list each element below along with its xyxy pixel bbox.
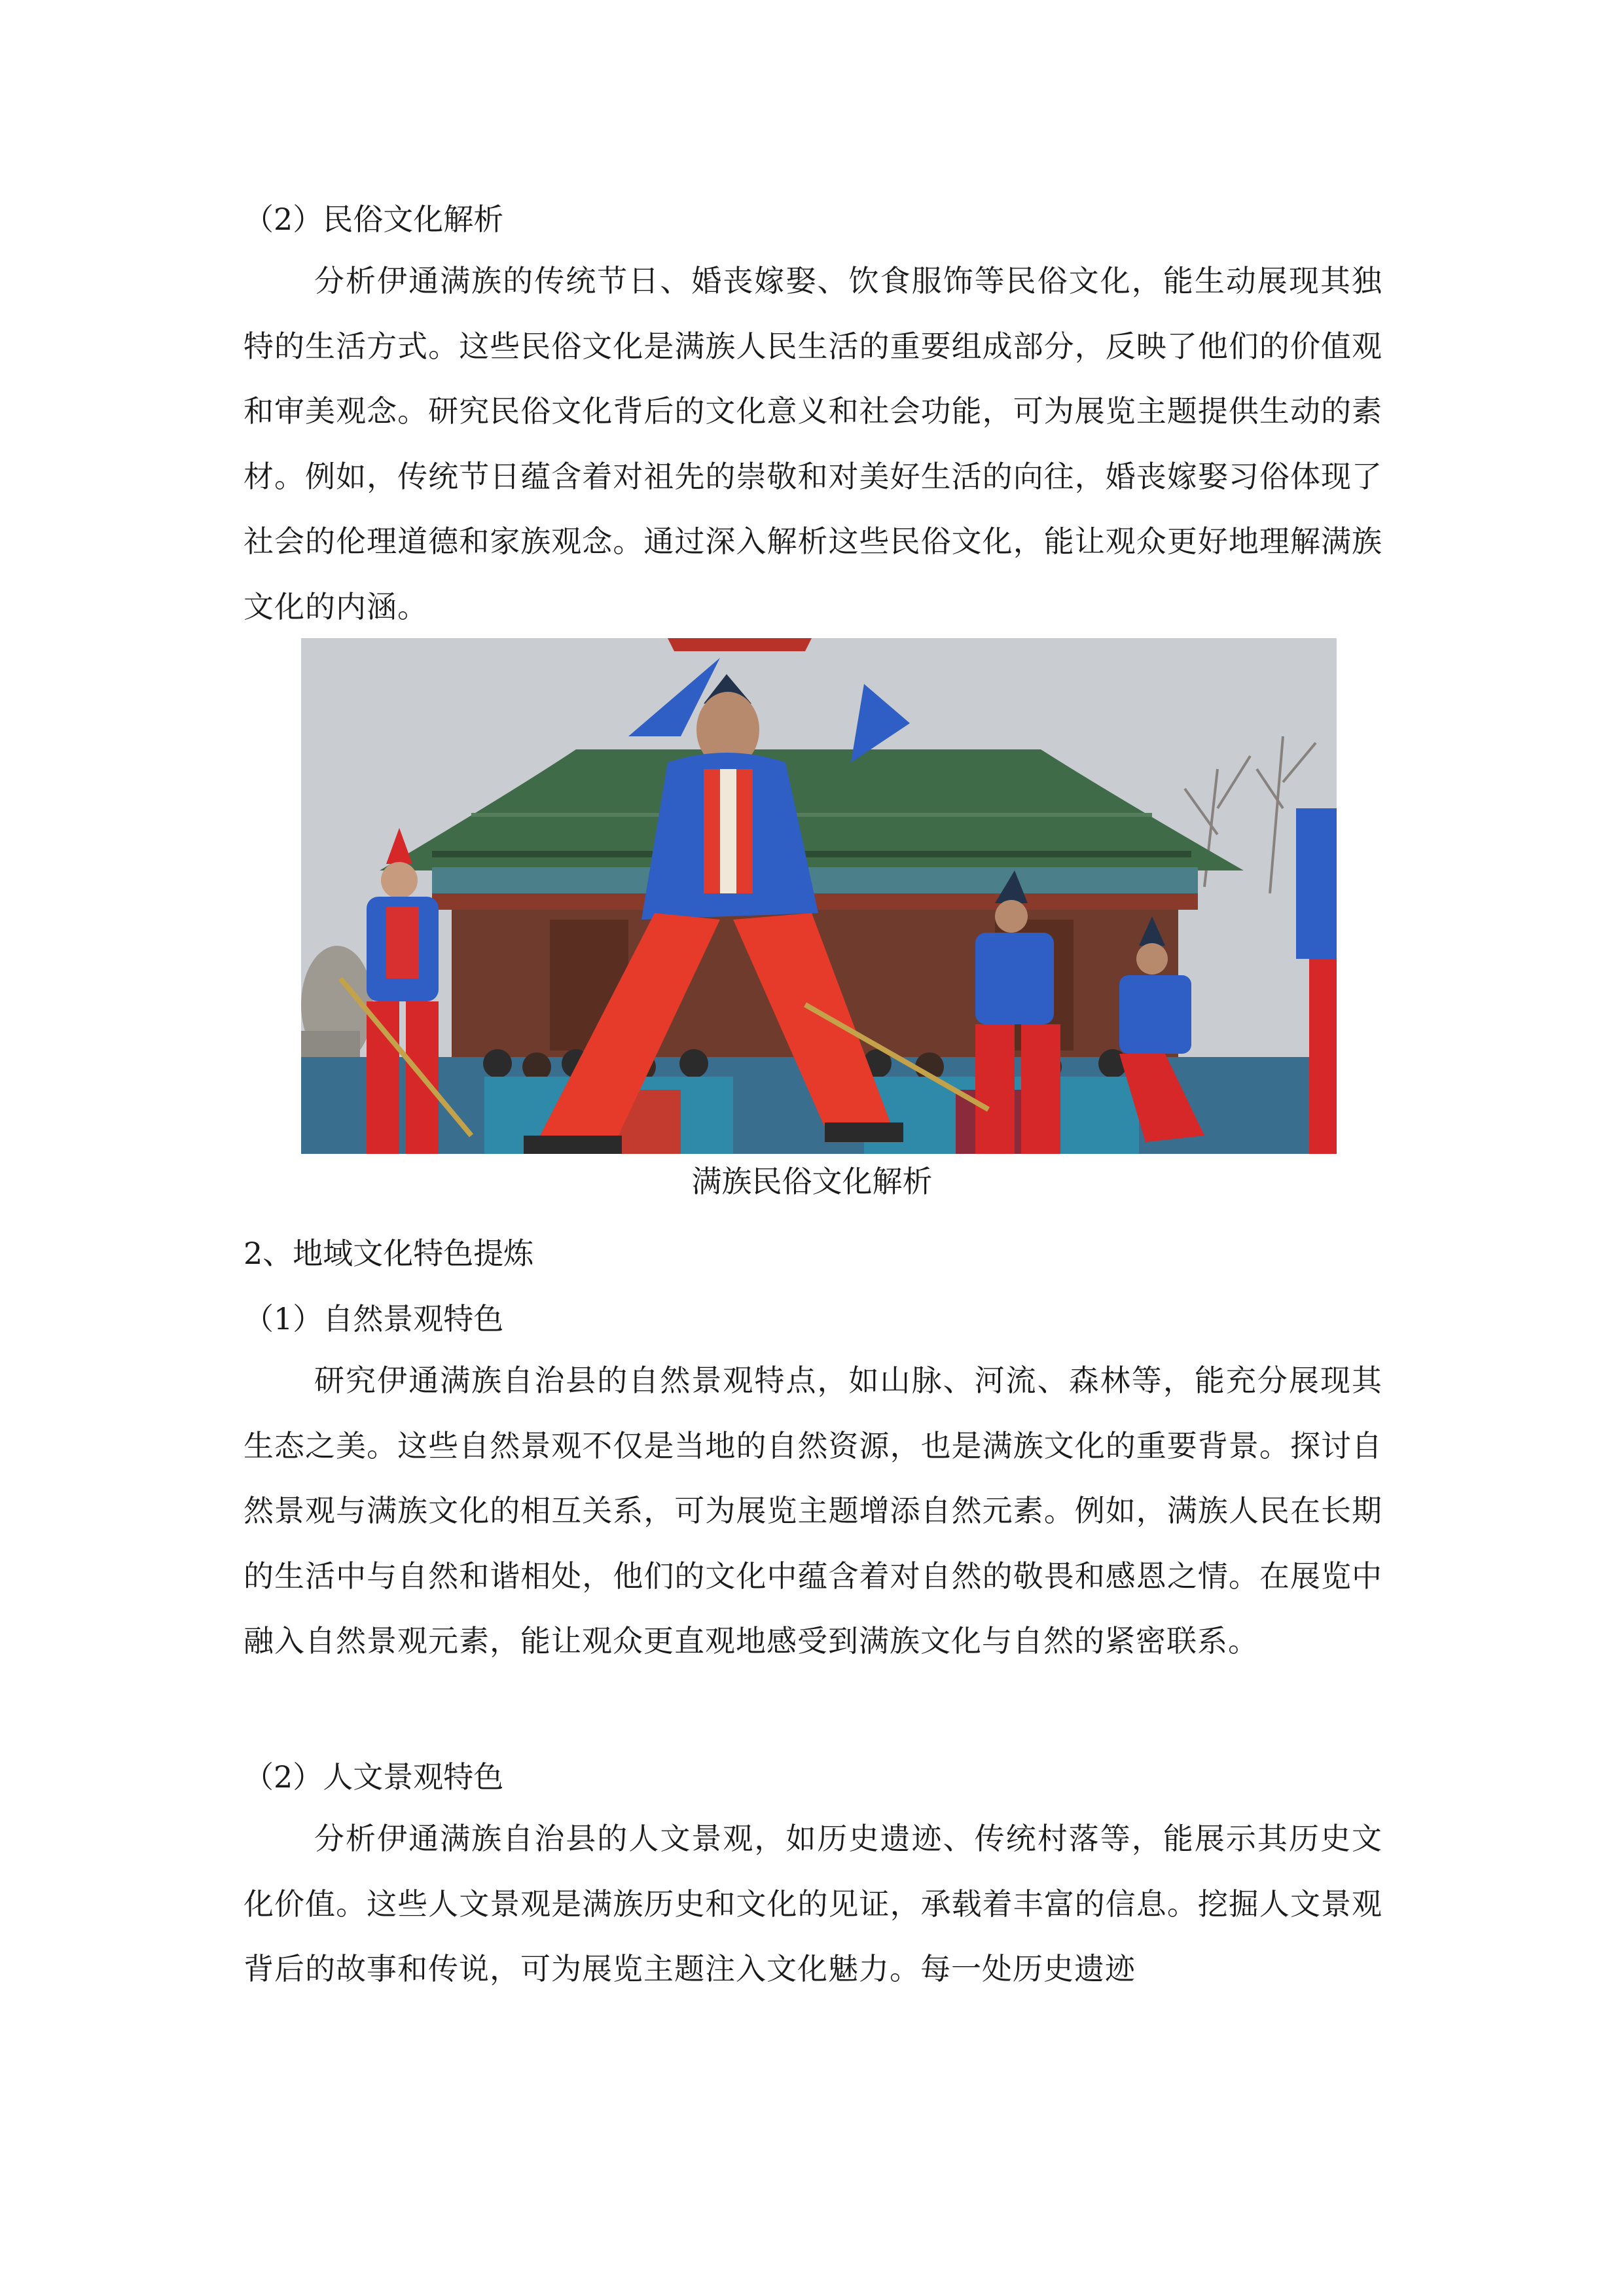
paragraph-folk-culture: 分析伊通满族的传统节日、婚丧嫁娶、饮食服饰等民俗文化，能生动展现其独特的生活方式。这些民俗文化是满族人民生活的重要组成部分，反映了他们的价值观和审美观念。研究民俗文化背后的文化意义和社会功能，可为展览主题提供生动的素材。例如，传统节日蕴含着对祖先的崇敬和对美好生活的向往，婚丧嫁娶习俗体现了社会的伦理道德和家族观念。通过深入解析这些民俗文化，能让观众更好地理解满族文化的内涵。 (244, 263, 1382, 624)
subheading-cultural-landscape: （2）人文景观特色 (244, 1759, 504, 1795)
paragraph-natural-landscape: 研究伊通满族自治县的自然景观特点，如山脉、河流、森林等，能充分展现其生态之美。这些自然景观不仅是当地的自然资源，也是满族文化的重要背景。探讨自然景观与满族文化的相互关系，可为展览主题增添自然元素。例如，满族人民在长期的生活中与自然和谐相处，他们的文化中蕴含着对自然的敬畏和感恩之情。在展览中融入自然景观元素，能让观众更直观地感受到满族文化与自然的紧密联系。 (244, 1363, 1382, 1659)
subheading-natural-landscape: （1）自然景观特色 (244, 1301, 504, 1336)
section-heading-regional-culture: 2、地域文化特色提炼 (244, 1236, 534, 1271)
section-heading-folk-culture: （2）民俗文化解析 (244, 202, 504, 237)
paragraph-cultural-landscape: 分析伊通满族自治县的人文景观，如历史遗迹、传统村落等，能展示其历史文化价值。这些人文景观是满族历史和文化的见证，承载着丰富的信息。挖掘人文景观背后的故事和传说，可为展览主题注入文化魅力。每一处历史遗迹 (244, 1821, 1382, 1986)
figure-caption: 满族民俗文化解析 (691, 1164, 933, 1199)
photo-illustration (301, 638, 1337, 1154)
manchu-folk-dance-photo (301, 638, 1337, 1154)
